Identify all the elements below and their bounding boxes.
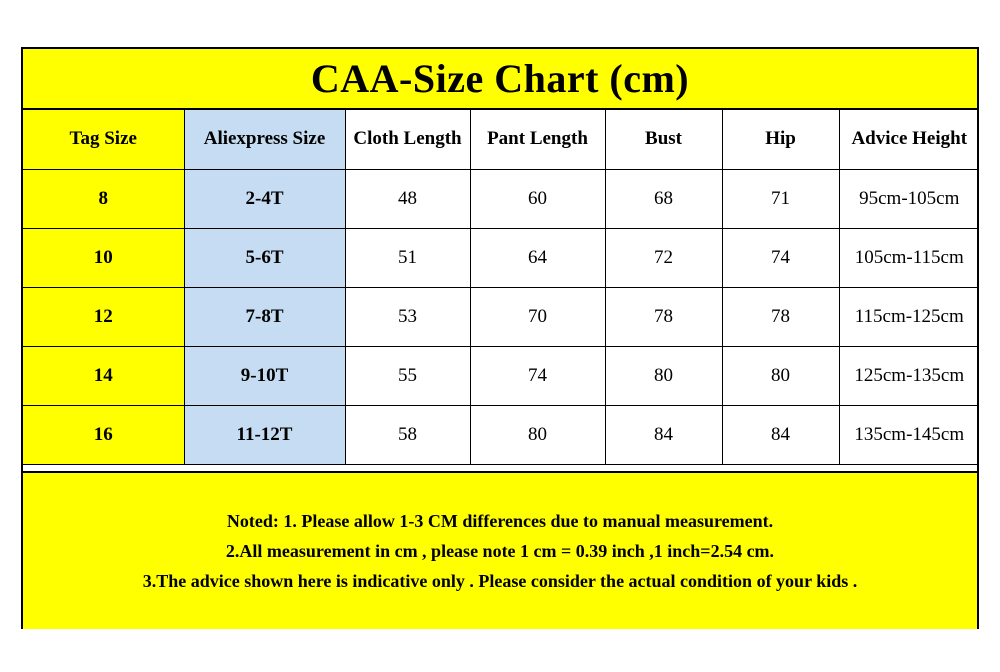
tag-size-cell: 12	[23, 287, 184, 346]
tag-size-cell: 14	[23, 346, 184, 405]
cloth-length-cell: 51	[345, 228, 470, 287]
hip-cell: 84	[722, 405, 839, 464]
hip-cell: 71	[722, 169, 839, 228]
column-header: Tag Size	[23, 110, 184, 169]
bust-cell: 84	[605, 405, 722, 464]
column-header: Bust	[605, 110, 722, 169]
cloth-length-cell: 53	[345, 287, 470, 346]
hip-cell: 80	[722, 346, 839, 405]
advice-height-cell: 135cm-145cm	[839, 405, 979, 464]
table-row	[23, 405, 979, 464]
aliexpress-size-cell: 11-12T	[184, 405, 345, 464]
advice-height-cell: 105cm-115cm	[839, 228, 979, 287]
aliexpress-size-cell: 7-8T	[184, 287, 345, 346]
pant-length-cell: 80	[470, 405, 605, 464]
pant-length-cell: 64	[470, 228, 605, 287]
column-header: Aliexpress Size	[184, 110, 345, 169]
note-line: 3.The advice shown here is indicative only . Please consider the actual condition of your kids .	[142, 571, 858, 591]
pant-length-cell: 70	[470, 287, 605, 346]
note-line: 2.All measurement in cm , please note 1 cm = 0.39 inch ,1 inch=2.54 cm.	[225, 541, 775, 561]
hip-cell: 74	[722, 228, 839, 287]
note-line: Noted: 1. Please allow 1-3 CM differences due to manual measurement.	[226, 511, 774, 531]
advice-height-cell: 125cm-135cm	[839, 346, 979, 405]
table-header-row	[23, 110, 979, 169]
chart-title: CAA-Size Chart (cm)	[23, 49, 977, 110]
aliexpress-size-cell: 2-4T	[184, 169, 345, 228]
cloth-length-cell: 55	[345, 346, 470, 405]
bust-cell: 72	[605, 228, 722, 287]
aliexpress-size-cell: 5-6T	[184, 228, 345, 287]
advice-height-cell: 95cm-105cm	[839, 169, 979, 228]
column-header: Cloth Length	[345, 110, 470, 169]
tag-size-cell: 8	[23, 169, 184, 228]
table-row	[23, 169, 979, 228]
pant-length-cell: 74	[470, 346, 605, 405]
tag-size-cell: 10	[23, 228, 184, 287]
size-table	[23, 110, 979, 465]
tag-size-cell: 16	[23, 405, 184, 464]
bust-cell: 78	[605, 287, 722, 346]
table-row	[23, 287, 979, 346]
cloth-length-cell: 58	[345, 405, 470, 464]
pant-length-cell: 60	[470, 169, 605, 228]
table-row	[23, 228, 979, 287]
advice-height-cell: 115cm-125cm	[839, 287, 979, 346]
column-header: Hip	[722, 110, 839, 169]
notes-section	[23, 471, 977, 629]
bust-cell: 80	[605, 346, 722, 405]
size-chart	[21, 47, 979, 629]
aliexpress-size-cell: 9-10T	[184, 346, 345, 405]
hip-cell: 78	[722, 287, 839, 346]
cloth-length-cell: 48	[345, 169, 470, 228]
column-header: Pant Length	[470, 110, 605, 169]
column-header: Advice Height	[839, 110, 979, 169]
bust-cell: 68	[605, 169, 722, 228]
table-row	[23, 346, 979, 405]
